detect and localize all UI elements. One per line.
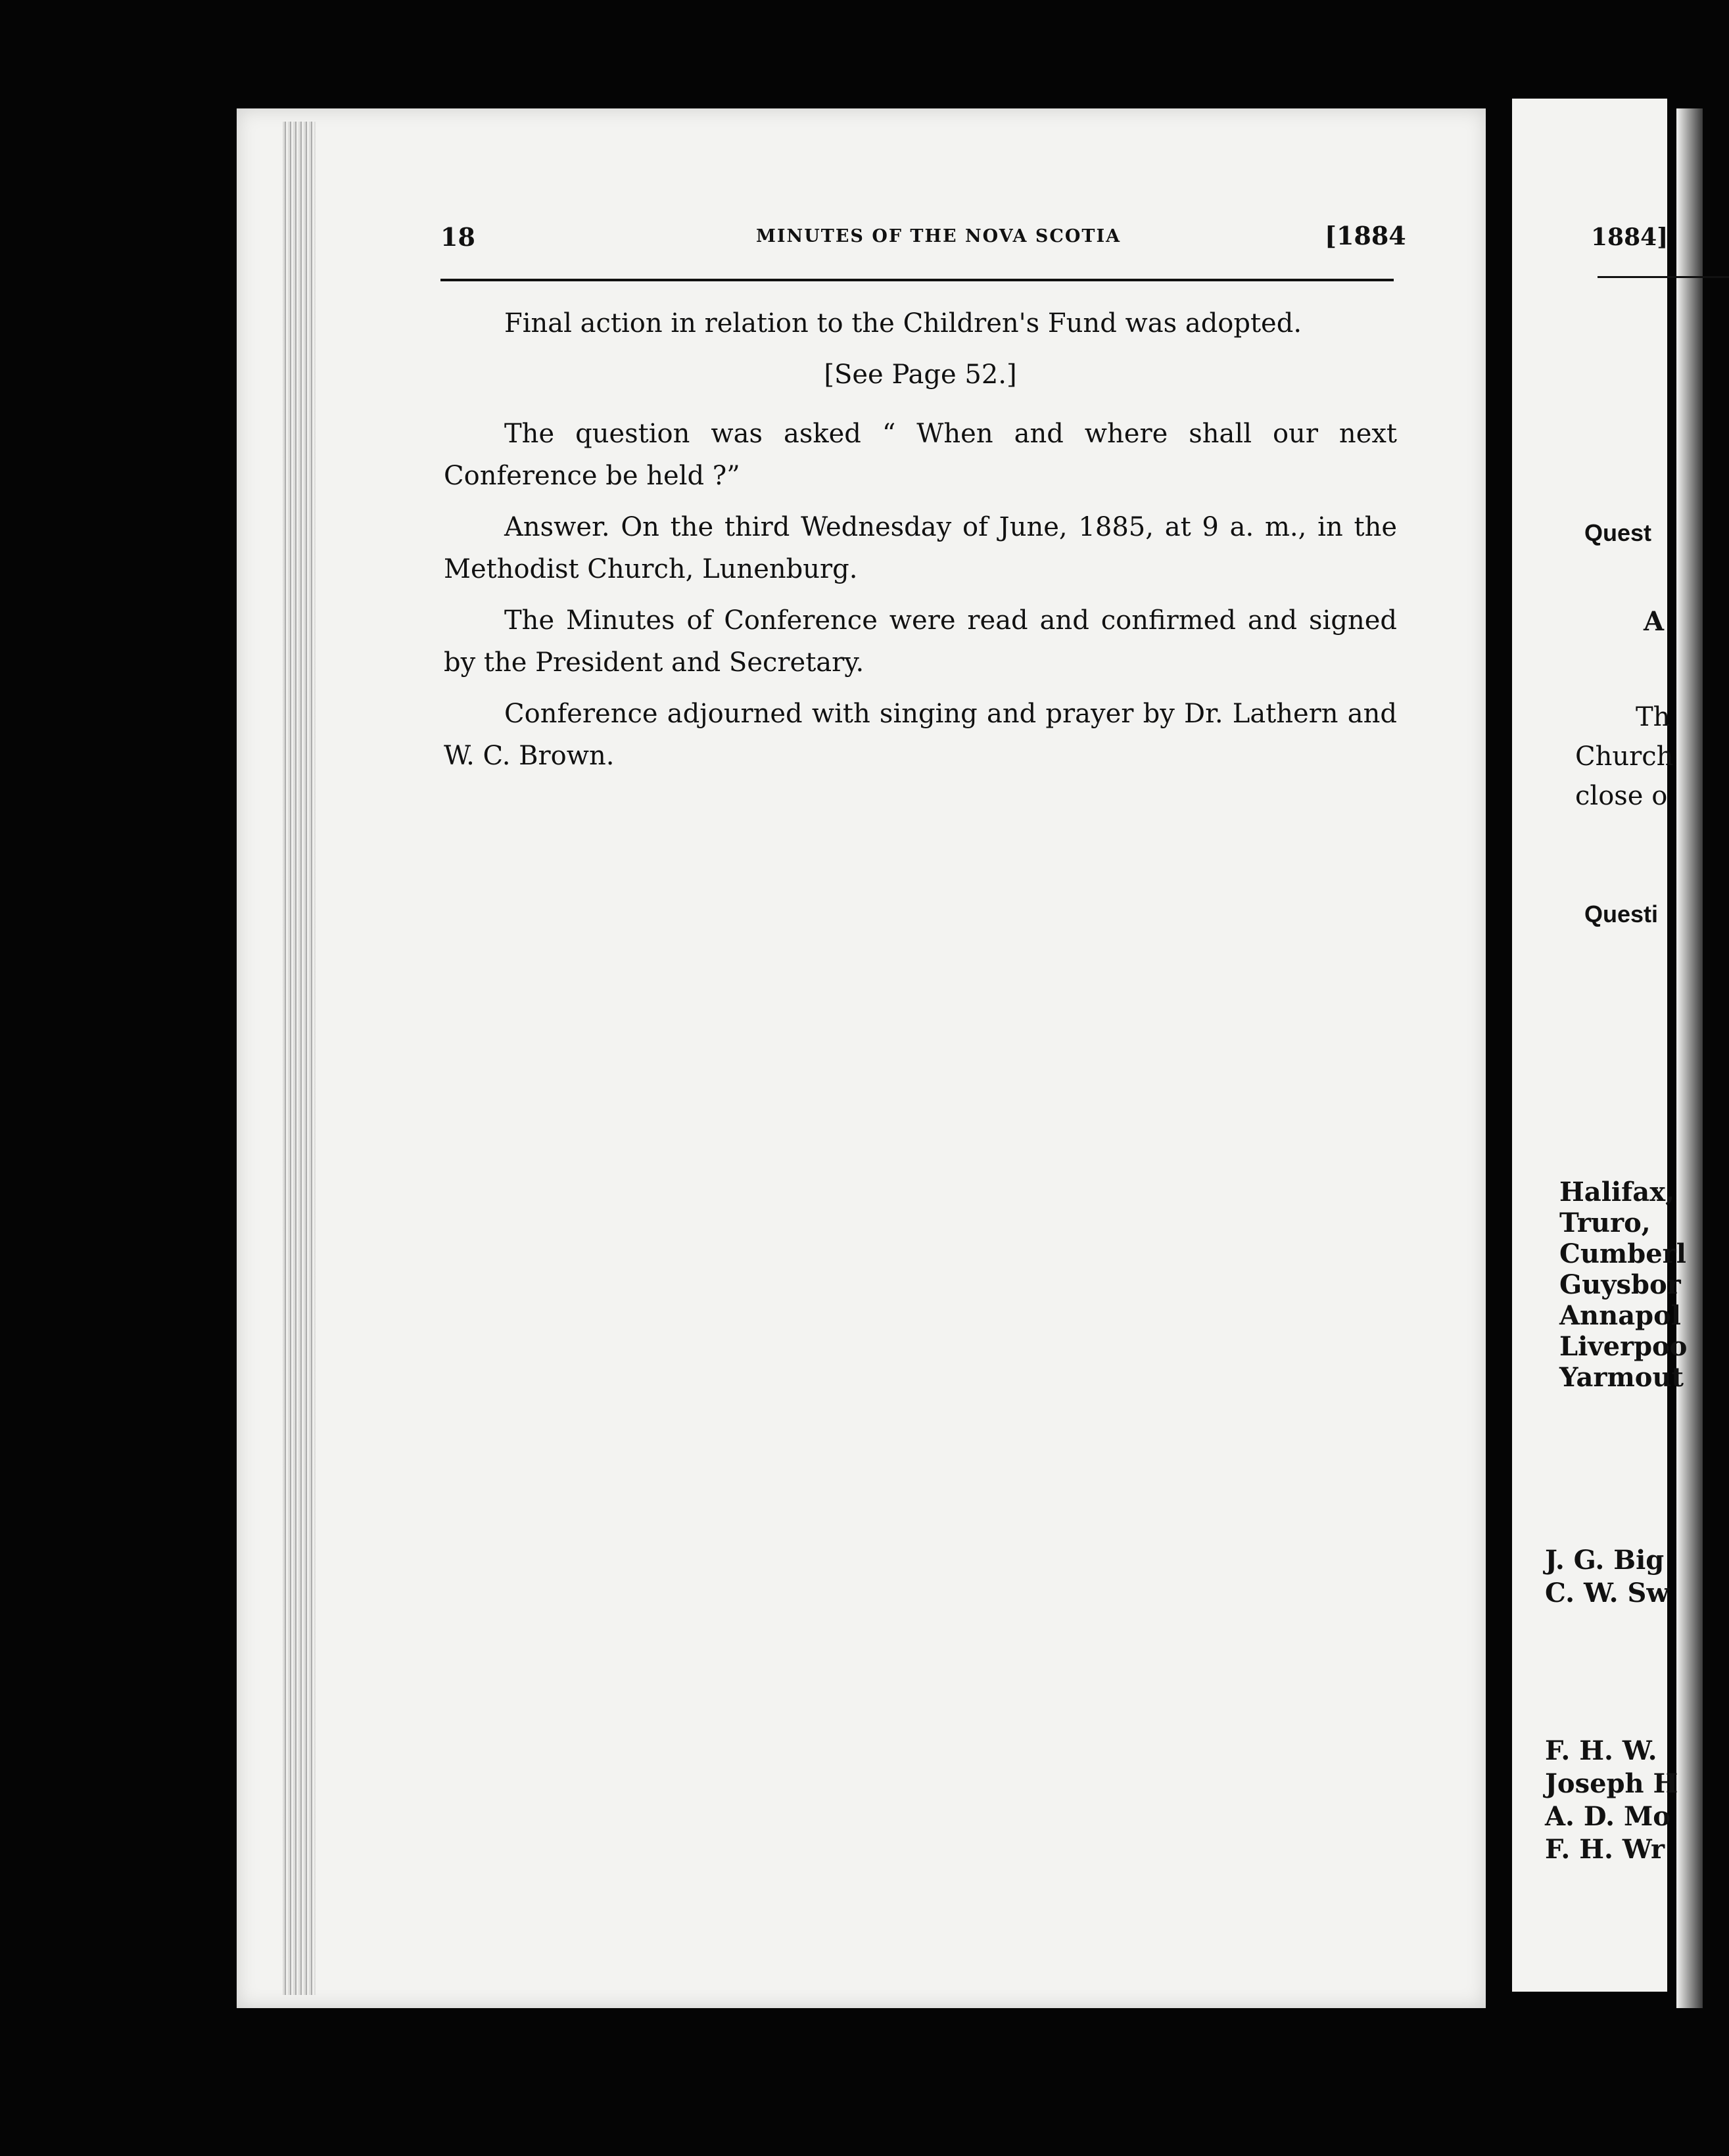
right-name: F. H. W. (1545, 1735, 1657, 1766)
right-fragment: Th (1636, 702, 1670, 732)
right-list-item: Yarmout (1559, 1362, 1684, 1393)
right-page-year: 1884] (1591, 223, 1669, 251)
right-list-item: Truro, (1559, 1207, 1651, 1238)
paragraph-answer: Answer. On the third Wednesday of June, 1885, at 9 a. m., in the Methodist Church, Lunenburg. (444, 512, 1397, 584)
right-fragment: Quest (1584, 519, 1652, 546)
paragraph-adjourned: Conference adjourned with singing and prayer by Dr. Lathern and W. C. Brown. (444, 699, 1397, 771)
right-name: A. D. Mo (1545, 1801, 1670, 1832)
running-head (440, 221, 1406, 262)
right-header-rule (1598, 276, 1729, 278)
right-list-item: Halifax, (1559, 1177, 1674, 1207)
paragraph-minutes-confirmed: The Minutes of Conference were read and confirmed and signed by the President and Secretary. (444, 605, 1397, 678)
right-list-item: Liverpoo (1559, 1331, 1688, 1362)
header-rule (440, 279, 1394, 281)
right-list-item: Cumberl (1559, 1238, 1686, 1269)
page-number: 18 (440, 222, 475, 252)
page-reference: [See Page 52.] (824, 360, 1017, 390)
paragraph-childrens-fund: Final action in relation to the Children's Fund was adopted. (504, 308, 1302, 339)
paragraph-next-conference-question: The question was asked “ When and where shall our next Conference be held ?” (444, 419, 1397, 491)
body-text (444, 302, 1397, 786)
right-fragment: Questi (1584, 901, 1659, 927)
right-name: Joseph H (1545, 1768, 1678, 1799)
right-fragment: Church (1575, 741, 1674, 772)
right-list-item: Guysbor (1559, 1269, 1681, 1300)
right-name: C. W. Sw (1545, 1578, 1669, 1608)
right-fragment: A (1644, 606, 1665, 637)
page-edges (283, 122, 316, 1995)
page-heading: MINUTES OF THE NOVA SCOTIA (756, 226, 1122, 246)
book-gutter (1676, 108, 1703, 2008)
right-fragment: close o (1575, 781, 1668, 811)
right-name: F. H. Wr (1545, 1834, 1665, 1865)
right-list-item: Annapol (1559, 1300, 1681, 1331)
right-page (1512, 99, 1688, 1992)
right-name: J. G. Big (1545, 1545, 1665, 1576)
page-year: [1884 (1325, 221, 1406, 250)
